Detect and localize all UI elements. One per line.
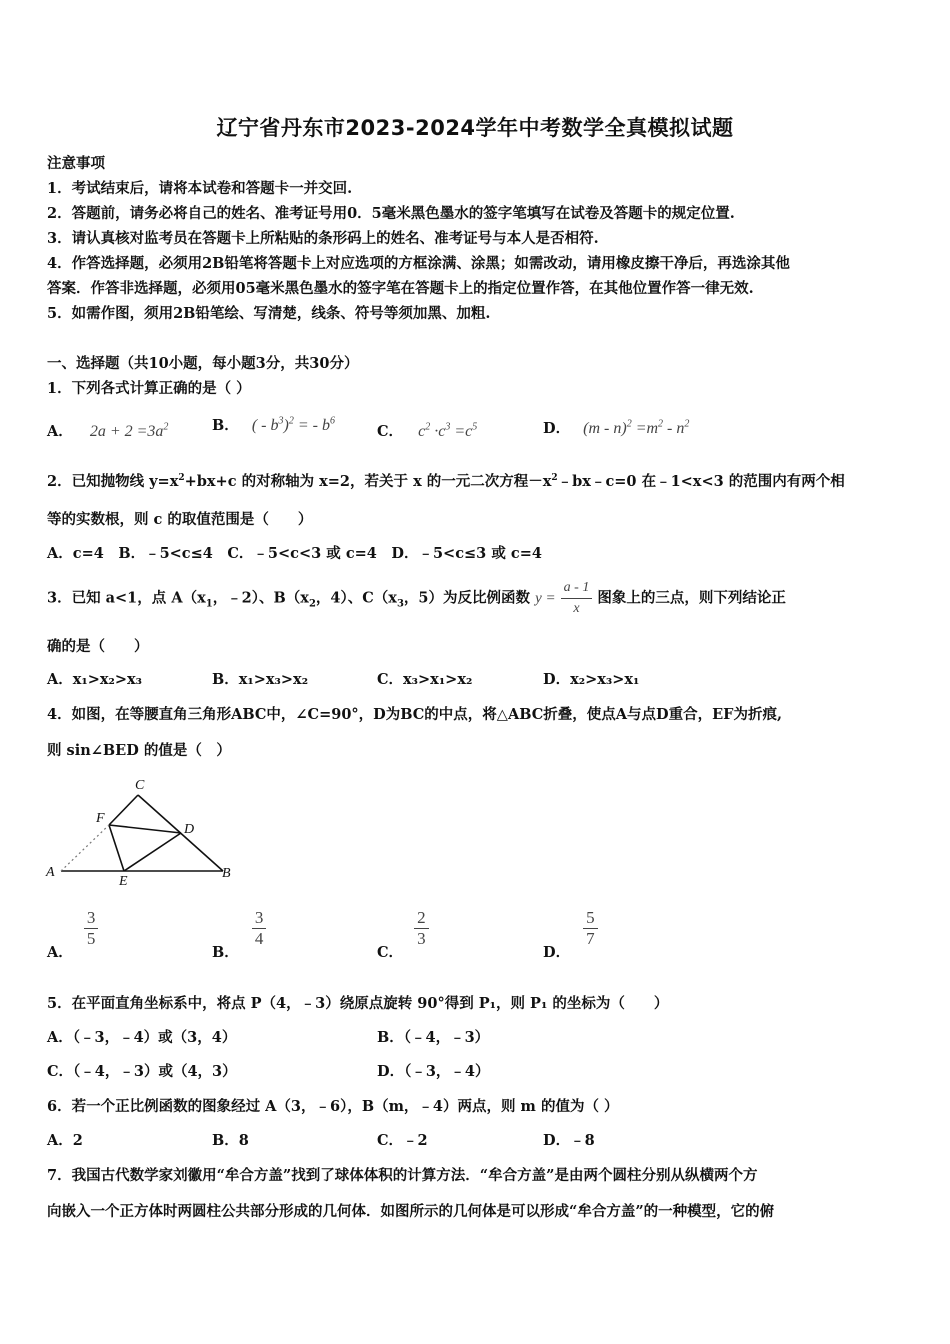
- q4-option-a: A． $\frac{3}{5}$: [47, 908, 98, 949]
- page-title: 辽宁省丹东市2023-2024学年中考数学全真模拟试题: [216, 116, 734, 140]
- edge-fd: [109, 825, 181, 833]
- notice-item: 3．请认真核对监考员在答题卡上所粘贴的条形码上的姓名、准考证号与本人是否相符.: [47, 230, 599, 247]
- q4-option-c: C． $\frac{2}{3}$: [377, 908, 429, 949]
- notice-heading: 注意事项: [47, 155, 105, 172]
- label-b: B: [222, 866, 231, 881]
- q6-option-c: C．﹣2: [377, 1132, 428, 1149]
- q3-option-b: B．x₁>x₃>x₂: [212, 671, 309, 688]
- q1-option-a: A． $2a + 2 =3a^2$: [47, 421, 169, 440]
- q3-option-a: A．x₁>x₂>x₃: [47, 671, 143, 688]
- edge-af-dotted: [61, 825, 109, 871]
- question-3-line2: 确的是（ ）: [47, 638, 149, 655]
- q5-option-b: B．（﹣4，﹣3）: [377, 1029, 490, 1046]
- notice-item: 1．考试结束后，请将本试卷和答题卡一并交回.: [47, 180, 353, 197]
- question-2-line1: 2．已知抛物线 $y=x^2+bx+c$ 的对称轴为 x=2，若关于 x 的一元二次方程$-x^2﹣bx﹣c=0$ 在﹣1<x<3 的范围内有两个相: [47, 473, 845, 490]
- question-3-line1: 3．已知 a<1，点 $A(x_1$，﹣2）、$B(x_2$，4）、$C(x_3$，5）为反比例函数 y = $\frac{a - 1}{x}$ 图象上的三点，则下列结论正: [47, 580, 786, 616]
- q1-option-d: D． $(m - n)^2 =m^2 - n^2$: [543, 418, 690, 437]
- q1-option-c: C． $c^2 \cdot c^3 =c^5$: [377, 421, 478, 440]
- section-heading: 一、选择题（共10小题，每小题3分，共30分）: [47, 355, 359, 372]
- q6-option-d: D．﹣8: [543, 1132, 595, 1149]
- edge-cf: [109, 795, 138, 825]
- q6-option-a: A．2: [47, 1132, 83, 1149]
- question-7-line1: 7．我国古代数学家刘徽用“牟合方盖”找到了球体体积的计算方法．“牟合方盖”是由两个圆柱分别从纵横两个方: [47, 1167, 758, 1184]
- triangle-figure: [43, 775, 238, 887]
- question-5-stem: 5．在平面直角坐标系中，将点 P（4，﹣3）绕原点旋转 90°得到 P₁，则 P₁ 的坐标为（ ）: [47, 995, 669, 1012]
- q3-option-c: C．x₃>x₁>x₂: [377, 671, 473, 688]
- q3-option-d: D．x₂>x₃>x₁: [543, 671, 640, 688]
- label-d: D: [184, 822, 195, 837]
- q1-option-b: B． ( - $b^3)^2$ = - $b^6$: [212, 415, 335, 434]
- question-4-line2: 则 sin∠BED 的值是（ ）: [47, 742, 231, 759]
- question-7-line2: 向嵌入一个正方体时两圆柱公共部分形成的几何体．如图所示的几何体是可以形成“牟合方盖”的一种模型，它的俯: [47, 1203, 775, 1220]
- label-c: C: [135, 778, 145, 793]
- label-e: E: [119, 874, 128, 887]
- edge-ed: [124, 833, 181, 871]
- question-2-line2: 等的实数根，则 c 的取值范围是（ ）: [47, 511, 313, 528]
- q4-option-b: B． $\frac{3}{4}$: [212, 908, 266, 949]
- question-6-stem: 6．若一个正比例函数的图象经过 A（3，﹣6），B（m，﹣4）两点，则 m 的值为（ ）: [47, 1098, 619, 1115]
- q5-option-a: A．（﹣3，﹣4）或（3，4）: [47, 1029, 237, 1046]
- question-2-options: A．c=4 B．﹣5<c≤4 C．﹣5<c<3 或 c=4 D．﹣5<c≤3 或 c=4: [47, 545, 542, 562]
- notice-item: 4．作答选择题，必须用2B铅笔将答题卡上对应选项的方框涂满、涂黑；如需改动，请用橡皮擦干净后，再选涂其他: [47, 255, 790, 272]
- q5-option-c: C．（﹣4，﹣3）或（4，3）: [47, 1063, 237, 1080]
- notice-item: 答案．作答非选择题，必须用05毫米黑色墨水的签字笔在答题卡上的指定位置作答，在其他位置作答一律无效.: [47, 280, 754, 297]
- notice-item: 5．如需作图，须用2B铅笔绘、写清楚，线条、符号等须加黑、加粗.: [47, 305, 491, 322]
- q4-option-d: D． $\frac{5}{7}$: [543, 908, 598, 949]
- edge-fe: [109, 825, 124, 871]
- label-f: F: [96, 811, 105, 826]
- label-a: A: [46, 865, 55, 880]
- question-1-stem: 1．下列各式计算正确的是（ ）: [47, 380, 251, 397]
- question-4-line1: 4．如图，在等腰直角三角形ABC中，∠C=90°，D为BC的中点，将△ABC折叠，使点A与点D重合，EF为折痕,: [47, 706, 782, 723]
- q6-option-b: B．8: [212, 1132, 249, 1149]
- notice-item: 2．答题前，请务必将自己的姓名、准考证号用0．5毫米黑色墨水的签字笔填写在试卷及答题卡的规定位置.: [47, 205, 735, 222]
- q5-option-d: D．（﹣3，﹣4）: [377, 1063, 490, 1080]
